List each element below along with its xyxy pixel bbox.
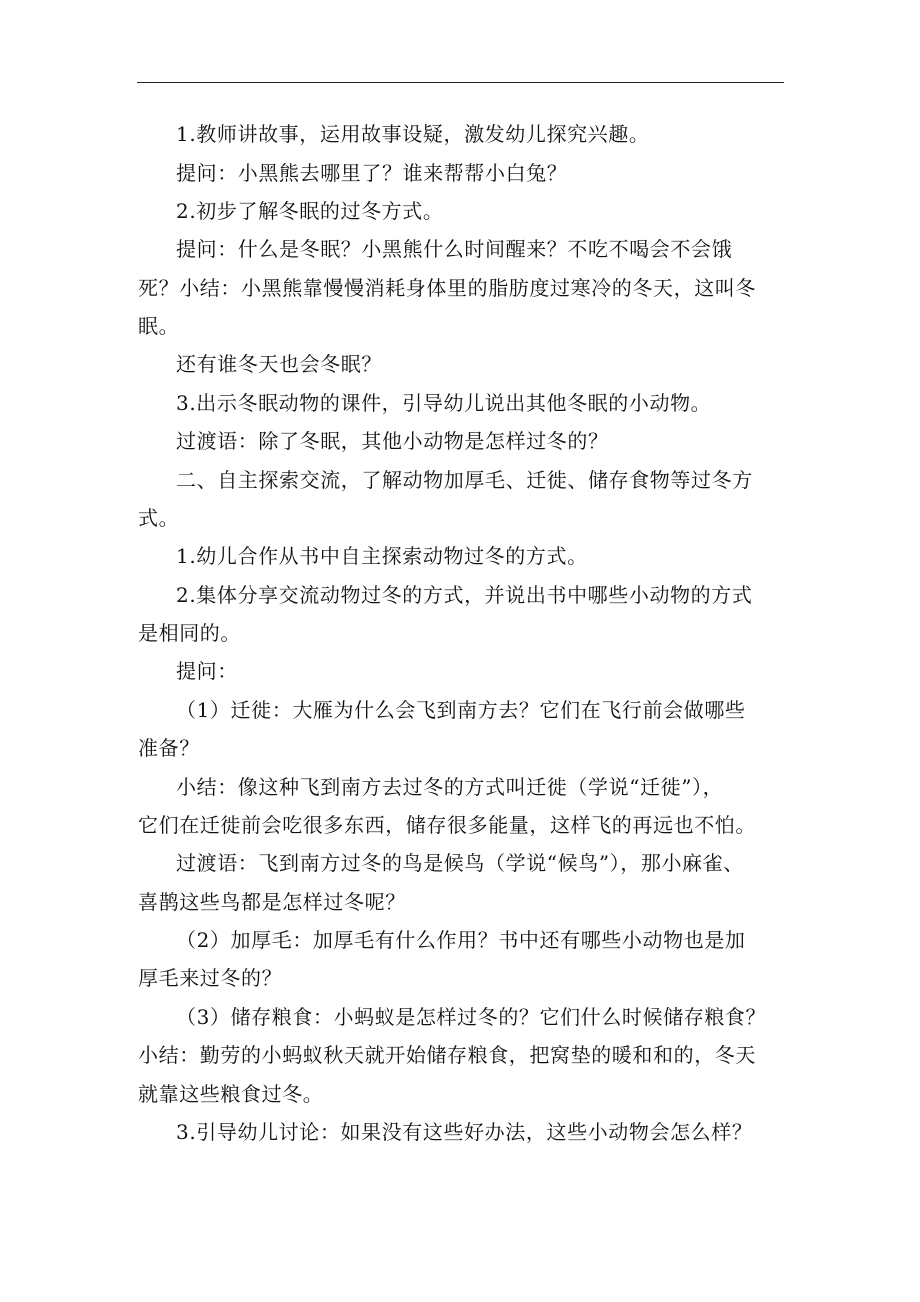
paragraph-line: 3.出示冬眠动物的课件，引导幼儿说出其他冬眠的小动物。 — [176, 391, 712, 415]
section-heading: 二、自主探索交流，了解动物加厚毛、迁徙、储存食物等过冬方 — [176, 468, 753, 492]
paragraph-line: 提问：什么是冬眠？小黑熊什么时间醒来？不吃不喝会不会饿 — [176, 237, 733, 261]
paragraph-line: 眠。 — [138, 314, 180, 338]
paragraph-line: 2.初步了解冬眠的过冬方式。 — [176, 199, 444, 223]
paragraph-line: 提问： — [176, 659, 238, 683]
paragraph-line: （3）储存粮食：小蚂蚁是怎样过冬的？它们什么时候储存粮食？ — [176, 1005, 767, 1029]
paragraph-line: 1.幼儿合作从书中自主探索动物过冬的方式。 — [176, 544, 588, 568]
paragraph-line: （2）加厚毛：加厚毛有什么作用？书中还有哪些小动物也是加 — [176, 928, 746, 952]
paragraph-line: 小结：勤劳的小蚂蚁秋天就开始储存粮食，把窝垫的暖和和的，冬天 — [138, 1043, 756, 1067]
paragraph-line: 1.教师讲故事，运用故事设疑，激发幼儿探究兴趣。 — [176, 122, 650, 146]
section-heading-cont: 式。 — [138, 506, 180, 530]
paragraph-line: 提问：小黑熊去哪里了？谁来帮帮小白兔？ — [176, 161, 568, 185]
paragraph-line: 喜鹊这些鸟都是怎样过冬呢？ — [138, 890, 406, 914]
paragraph-line: 死？小结：小黑熊靠慢慢消耗身体里的脂肪度过寒冷的冬天，这叫冬 — [138, 276, 756, 300]
paragraph-line: 准备？ — [138, 736, 200, 760]
paragraph-line: 还有谁冬天也会冬眠？ — [176, 352, 382, 376]
paragraph-line: 过渡语：飞到南方过冬的鸟是候鸟（学说“候鸟”），那小麻雀、 — [176, 851, 744, 875]
paragraph-line: 就靠这些粮食过冬。 — [138, 1082, 324, 1106]
paragraph-line: 小结：像这种飞到南方去过冬的方式叫迁徙（学说“迁徙”）， — [176, 775, 724, 799]
paragraph-line: 它们在迁徙前会吃很多东西，储存很多能量，这样飞的再远也不怕。 — [138, 813, 756, 837]
paragraph-line: 过渡语：除了冬眠，其他小动物是怎样过冬的？ — [176, 429, 609, 453]
paragraph-line: 厚毛来过冬的？ — [138, 966, 283, 990]
header-rule — [137, 82, 784, 83]
paragraph-line: 2.集体分享交流动物过冬的方式，并说出书中哪些小动物的方式 — [176, 583, 753, 607]
paragraph-line: 是相同的。 — [138, 621, 241, 645]
paragraph-line: （1）迁徙：大雁为什么会飞到南方去？它们在飞行前会做哪些 — [176, 698, 746, 722]
paragraph-line: 3.引导幼儿讨论：如果没有这些好办法，这些小动物会怎么样？ — [176, 1120, 753, 1144]
